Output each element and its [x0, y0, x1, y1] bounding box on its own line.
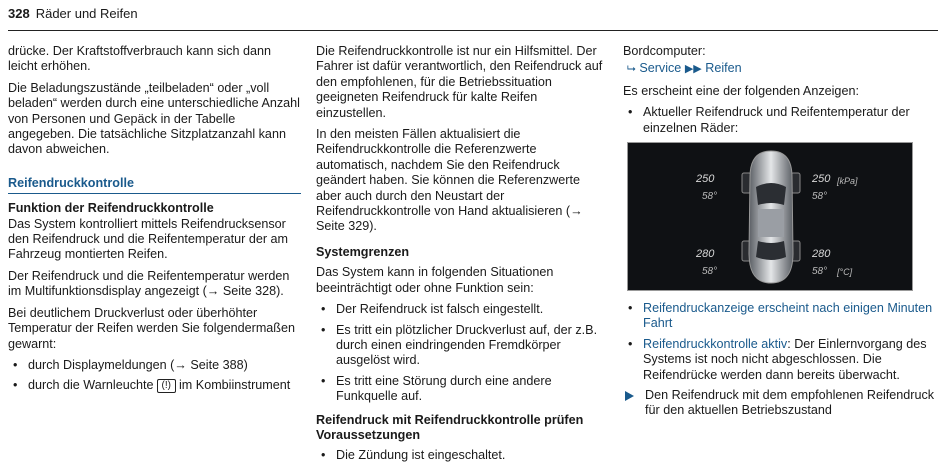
list-item — [8, 378, 301, 393]
tire-warning-icon: (!) — [157, 379, 176, 393]
column-left — [8, 44, 301, 399]
column-right — [623, 44, 935, 419]
paragraph: Der Reifendruck und die Reifentemperatur werden im Multifunktionsdisplay angezeigt (→ Seite 328). — [8, 268, 290, 299]
subsection-heading-system-limits: Systemgrenzen — [316, 244, 410, 259]
step-arrow-icon — [625, 391, 634, 401]
paragraph: Die Reifendruckkontrolle ist nur ein Hilfsmittel. Der Fahrer ist dafür verantwortlich, den Reifendruck auf den empfohlenen, für die Betriebssituation geeigneten Reifendruck für kalte Reifen einzustellen. — [316, 44, 603, 120]
list-item-text: durch die Warnleuchte — [28, 378, 154, 393]
temperature-rear-right: 58° — [812, 266, 828, 278]
section-heading: Reifendruckkontrolle — [8, 176, 301, 194]
tire-pressure-display — [627, 142, 913, 291]
pressure-front-left: 250 — [696, 173, 715, 186]
paragraph: drücke. Der Kraftstoffverbrauch kann sich dann leicht erhöhen. — [8, 44, 271, 74]
temperature-front-left: 58° — [702, 191, 718, 203]
double-chevron-icon: ▶▶ — [684, 63, 702, 76]
menu-path — [627, 61, 935, 77]
paragraph: Das System kann in folgenden Situationen beeinträchtigt oder ohne Funktion sein: — [316, 265, 554, 295]
paragraph: Bordcomputer: — [623, 44, 706, 58]
paragraph: In den meisten Fällen aktualisiert die Reifendruckkontrolle die Referenzwerte automatisch, nachdem Sie den Reifendruck geändert haben. Sie können die Referenzwerte aber auch durch den Neustart der Reifendruckkontrolle von Hand aktualisieren (→ Seite 329). — [316, 127, 583, 234]
chapter-title: Räder und Reifen — [35, 6, 138, 21]
warning-list — [8, 358, 301, 394]
menu-item-tires: Reifen — [705, 61, 742, 76]
status-message-link: Reifendruckanzeige erscheint nach einigen Minuten Fahrt — [643, 301, 933, 331]
paragraph: Es erscheint eine der folgenden Anzeigen: — [623, 83, 859, 98]
page-number: 328 — [8, 6, 30, 21]
list-item: • durch Displaymeldungen (→ Seite 388) — [8, 358, 301, 373]
list-item-text: im Kombiinstrument — [179, 378, 291, 393]
column-middle — [316, 44, 608, 469]
subsection-heading-check-pressure: Reifendruck mit Reifendruckkontrolle prüfen Voraussetzungen — [316, 412, 584, 442]
list-item — [623, 337, 935, 383]
pressure-front-right: 250 — [812, 173, 831, 186]
list-item: • Der Reifendruck ist falsch eingestellt. — [316, 302, 608, 317]
pressure-rear-left: 280 — [696, 248, 715, 261]
list-item — [623, 301, 935, 332]
status-list — [623, 301, 935, 383]
display-list — [623, 105, 935, 136]
page-header — [8, 6, 938, 31]
limits-list — [316, 302, 608, 404]
list-item: • Aktueller Reifendruck und Reifentemperatur der einzelnen Räder: — [623, 105, 935, 136]
menu-arrow-icon: ⮡ — [627, 63, 636, 76]
step-text: Den Reifendruck mit dem empfohlenen Reifendruck für den aktuellen Betriebszustand — [645, 388, 935, 418]
list-item: • Es tritt eine Störung durch eine andere Funkquelle auf. — [316, 374, 608, 405]
list-item: • Es tritt ein plötzlicher Druckverlust auf, der z.B. durch einen eindringenden Fremdkörper ausgelöst wird. — [316, 323, 608, 369]
menu-item-service: Service — [639, 61, 682, 76]
paragraph: Bei deutlichem Druckverlust oder überhöhter Temperatur der Reifen werden Sie folgendermaßen gewarnt: — [8, 305, 296, 351]
prerequisites-list — [316, 448, 608, 463]
pressure-rear-right: 280 — [812, 248, 831, 261]
subsection-heading: Funktion der Reifendruckkontrolle — [8, 201, 214, 216]
temperature-rear-left: 58° — [702, 266, 718, 278]
car-top-view-icon — [740, 149, 802, 285]
temperature-unit: [°C] — [837, 267, 853, 278]
instruction-step — [623, 388, 935, 419]
paragraph: Das System kontrolliert mittels Reifendrucksensor den Reifendruck und die Reifentemperatur der am Fahrzeug montierten Reifen. — [8, 216, 289, 262]
temperature-front-right: 58° — [812, 191, 828, 203]
status-message-link: Reifendruckkontrolle aktiv — [643, 336, 788, 351]
pressure-unit: [kPa] — [837, 176, 858, 187]
paragraph: Die Beladungszustände „teilbeladen“ oder „voll beladen“ werden durch eine unterschiedliche Anzahl von Personen und Gepäck in der Tabelle angegeben. Die tatsächliche Sitzplatzanzahl kann davon abweichen. — [8, 80, 300, 157]
list-item: • Die Zündung ist eingeschaltet. — [316, 448, 608, 463]
list-item-text: : Der Einlernvorgang des Systems ist noch nicht abgeschlossen. Die Reifendrücke werden dann bereits überwacht. — [643, 336, 927, 382]
